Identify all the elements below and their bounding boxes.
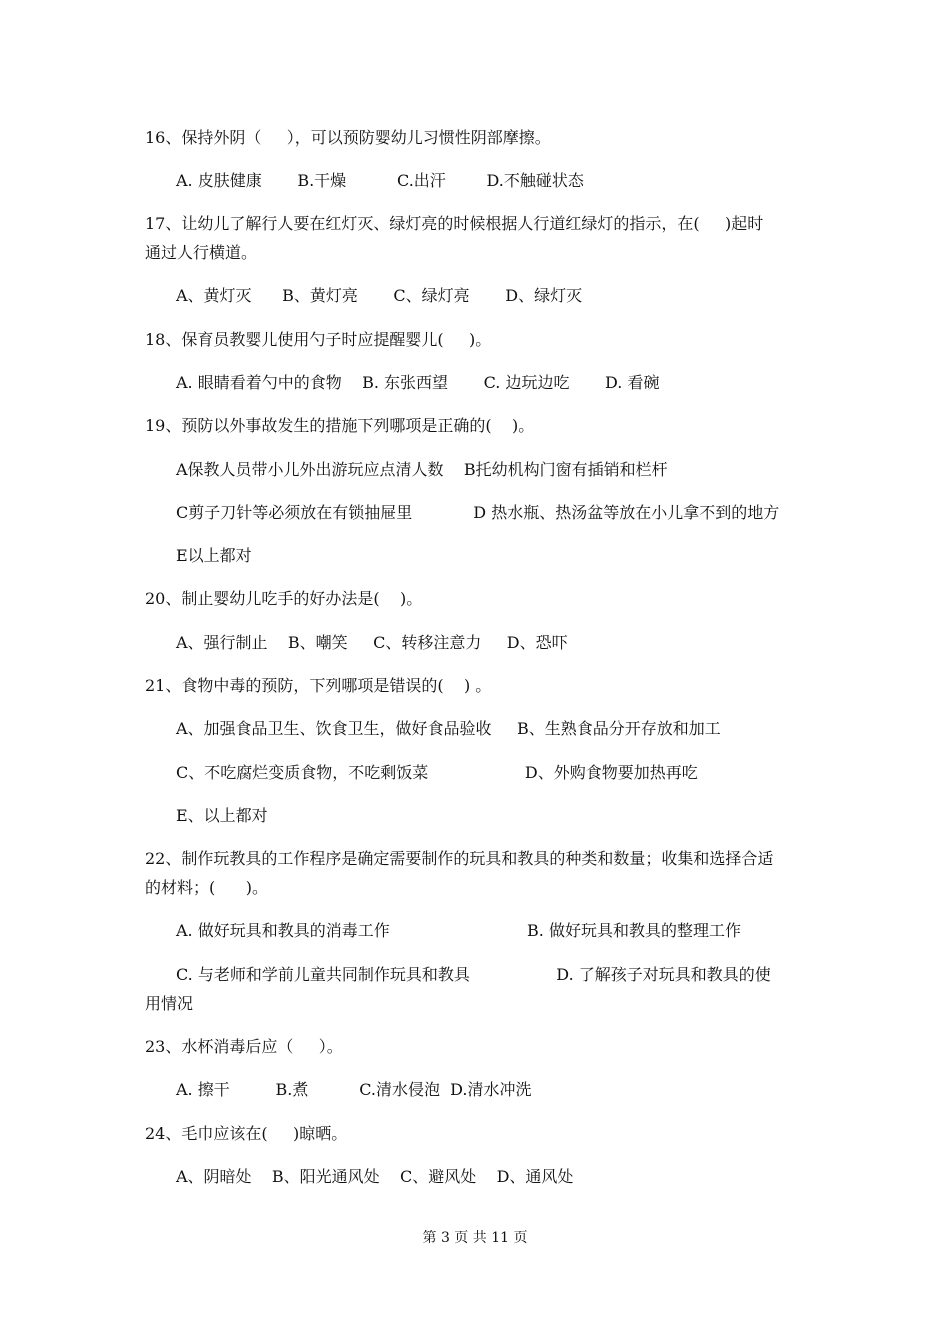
question-17-options: A、黄灯灭 B、黄灯亮 C、绿灯亮 D、绿灯灭 <box>176 286 583 305</box>
question-17-stem-line2: 通过人行横道。 <box>145 243 258 262</box>
question-24-stem: 24、毛巾应该在( )晾晒。 <box>145 1124 348 1143</box>
question-16-options: A. 皮肤健康 B.干燥 C.出汗 D.不触碰状态 <box>176 171 584 190</box>
question-23-stem: 23、水杯消毒后应（ ）。 <box>145 1037 343 1056</box>
question-21-options-cd: C、不吃腐烂变质食物，不吃剩饭菜 D、外购食物要加热再吃 <box>176 763 698 782</box>
question-19-option-e: E以上都对 <box>176 546 252 565</box>
question-19-options-ab: A保教人员带小儿外出游玩应点清人数 B托幼机构门窗有插销和栏杆 <box>176 460 668 479</box>
question-17-stem-line1: 17、让幼儿了解行人要在红灯灭、绿灯亮的时候根据人行道红绿灯的指示，在( )起时 <box>145 214 764 233</box>
question-22-options-cd: C. 与老师和学前儿童共同制作玩具和教具 D. 了解孩子对玩具和教具的使 <box>176 965 771 984</box>
question-23-options: A. 擦干 B.煮 C.清水侵泡 D.清水冲洗 <box>176 1080 532 1099</box>
question-16-stem: 16、保持外阴（ ），可以预防婴幼儿习惯性阴部摩擦。 <box>145 128 551 147</box>
question-22-stem-line2: 的材料；( )。 <box>145 878 269 897</box>
question-22-options-ab: A. 做好玩具和教具的消毒工作 B. 做好玩具和教具的整理工作 <box>176 921 741 940</box>
question-19-options-cd: C剪子刀针等必须放在有锁抽屉里 D 热水瓶、热汤盆等放在小儿拿不到的地方 <box>176 503 780 522</box>
question-18-stem: 18、保育员教婴儿使用勺子时应提醒婴儿( )。 <box>145 330 492 349</box>
question-21-stem: 21、食物中毒的预防，下列哪项是错误的( ) 。 <box>145 676 492 695</box>
question-20-options: A、强行制止 B、嘲笑 C、转移注意力 D、恐吓 <box>176 633 568 652</box>
question-22-option-d-continuation: 用情况 <box>145 994 194 1013</box>
question-18-options: A. 眼睛看着勺中的食物 B. 东张西望 C. 边玩边吃 D. 看碗 <box>176 373 660 392</box>
question-21-option-e: E、以上都对 <box>176 806 268 825</box>
question-21-options-ab: A、加强食品卫生、饮食卫生，做好食品验收 B、生熟食品分开存放和加工 <box>176 719 721 738</box>
question-24-options: A、阴暗处 B、阳光通风处 C、避风处 D、通风处 <box>176 1167 574 1186</box>
question-19-stem: 19、预防以外事故发生的措施下列哪项是正确的( )。 <box>145 416 535 435</box>
question-20-stem: 20、制止婴幼儿吃手的好办法是( )。 <box>145 589 423 608</box>
page-number-footer: 第 3 页 共 11 页 <box>422 1230 528 1246</box>
question-22-stem-line1: 22、制作玩教具的工作程序是确定需要制作的玩具和教具的种类和数量；收集和选择合适 <box>145 849 774 868</box>
